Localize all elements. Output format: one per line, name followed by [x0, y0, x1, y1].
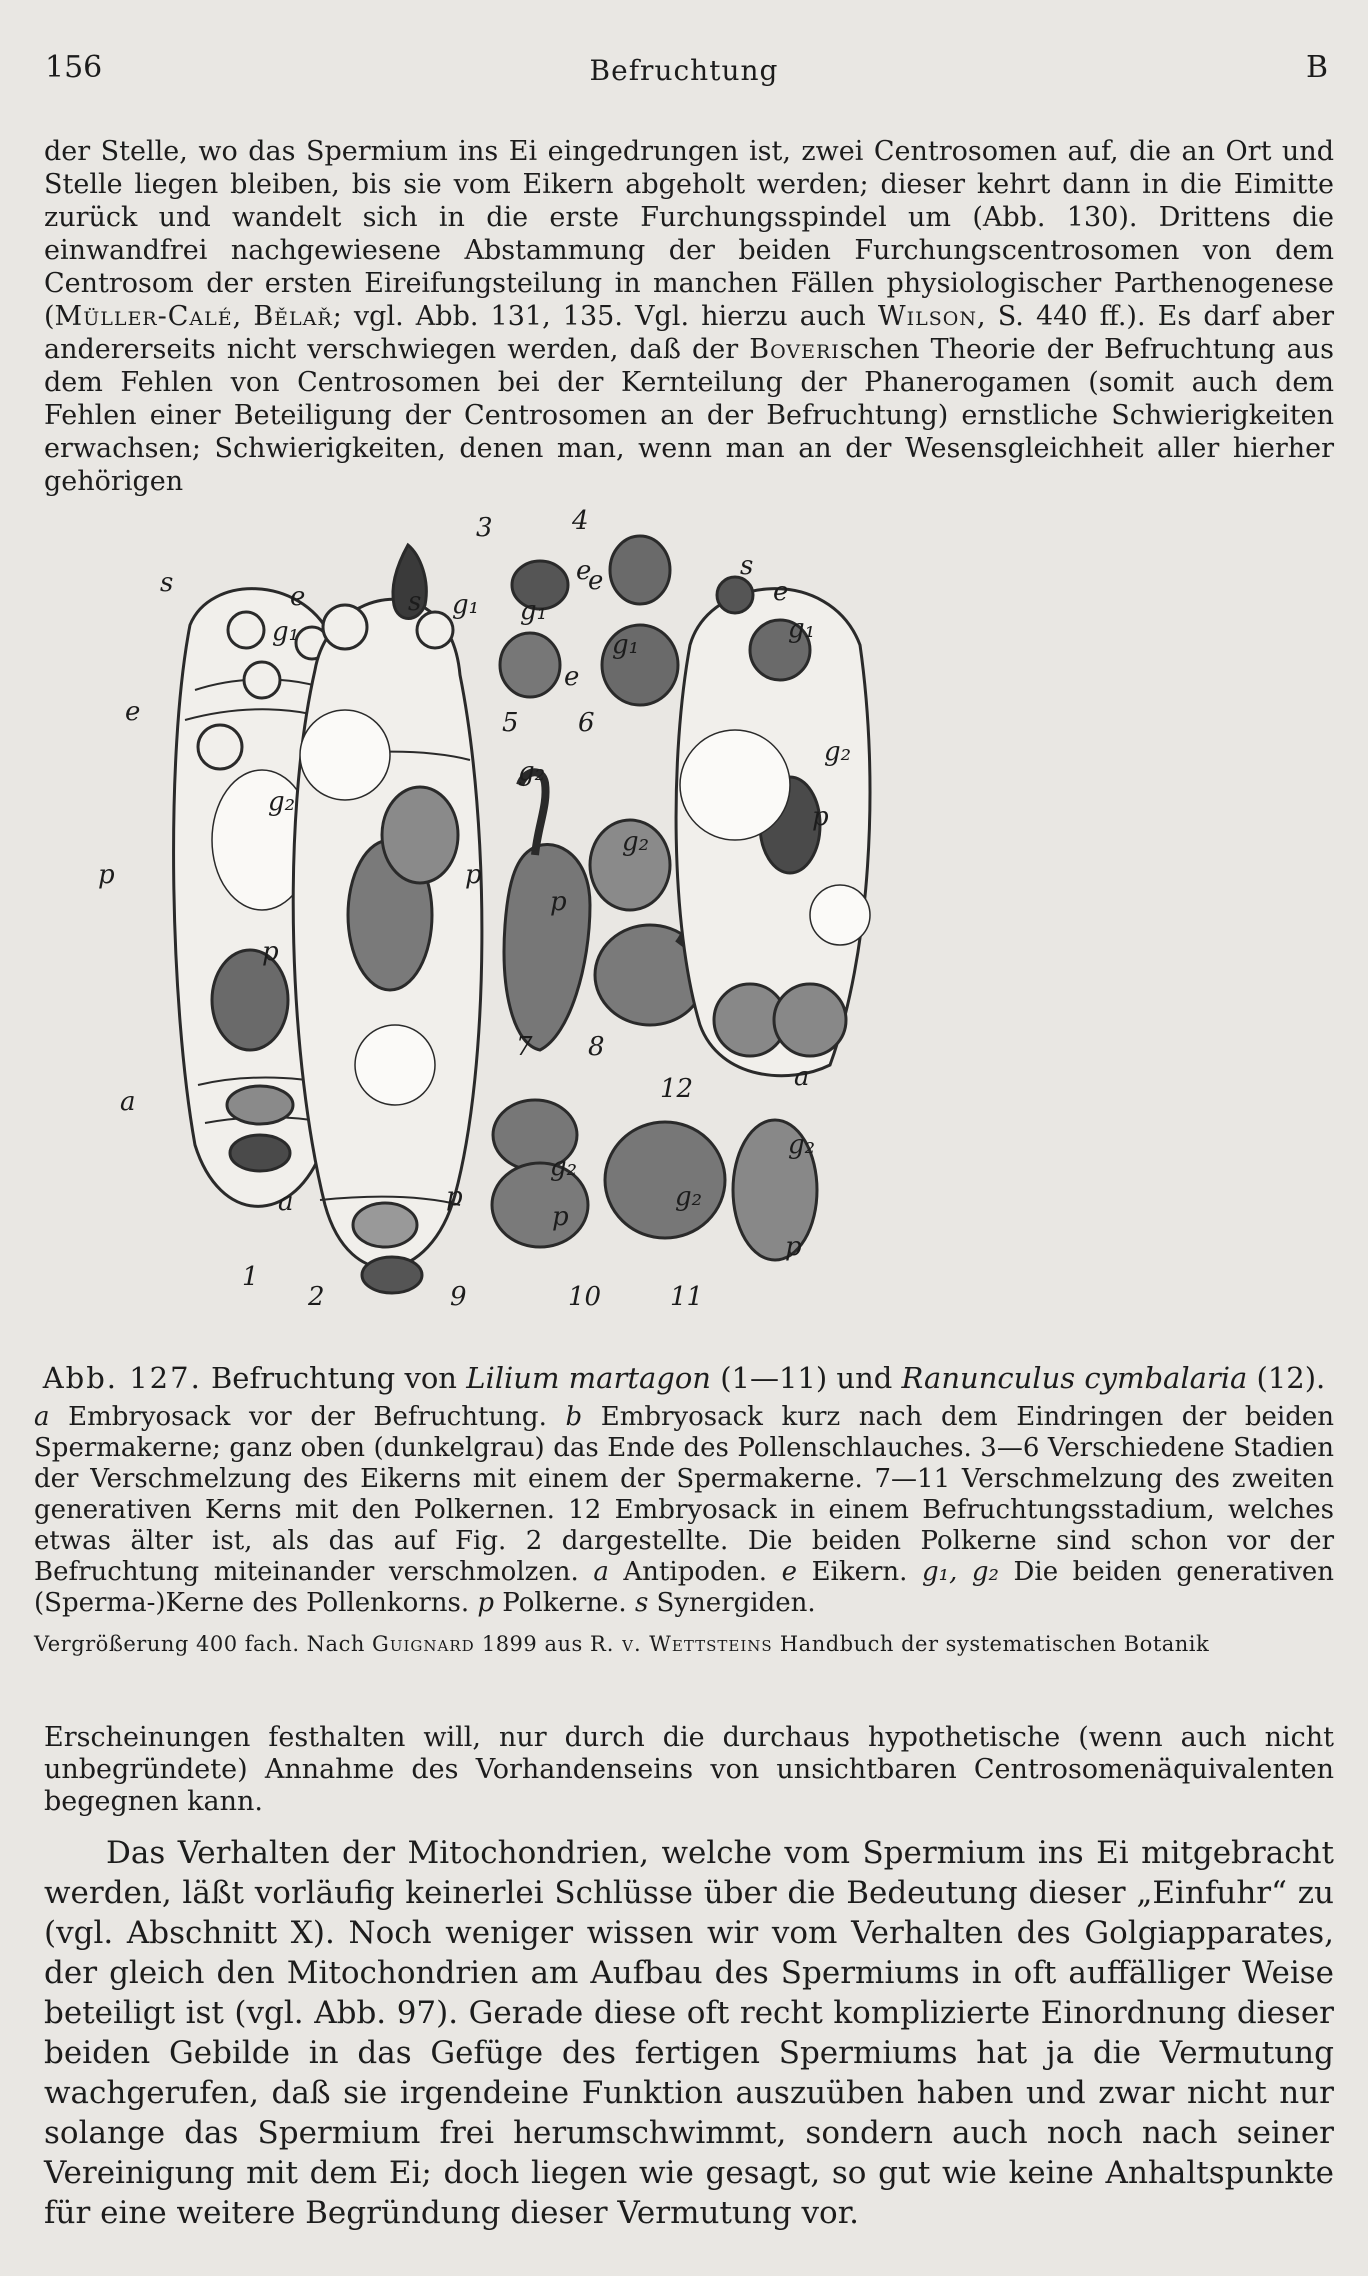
label-a: a [278, 1187, 294, 1217]
text-run: Embryosack vor der Befruchtung. [49, 1402, 566, 1432]
label-g2: g₂ [268, 787, 296, 817]
label-fig12: 12 [660, 1074, 694, 1104]
label-fig8: 8 [588, 1032, 605, 1062]
text-run: Die beiden generativen (Sperma-)Kerne des Pollenkorns. [34, 1557, 1335, 1618]
label-fig7: 7 [516, 1032, 533, 1062]
label-g1: g₁ [520, 596, 548, 626]
label-letter: a [593, 1557, 609, 1587]
page-number: 156 [45, 50, 103, 85]
label-letter: p [477, 1588, 495, 1618]
caption-body [34, 1402, 1334, 1619]
label-letter: e [781, 1557, 797, 1587]
label-s: s [740, 551, 754, 581]
label-e: e [576, 556, 592, 586]
label-fig6: 6 [578, 708, 595, 738]
text-run: , S. 440 ff.). Es darf aber andererseits nicht verschwiegen werden, daß der [44, 301, 1335, 365]
caption-title [34, 1360, 1334, 1396]
middle-paragraph: Erscheinungen festhalten will, nur durch die durchaus hypothetische (wenn auch nicht unbegründete) Annahme des Vorhandenseins von unsichtbaren Centrosomenäquivalenten begegnen kann. [44, 1722, 1334, 1817]
label-fig2: 2 [308, 1282, 325, 1312]
text-run: Befruchtung von [211, 1361, 467, 1395]
text-run: Embryosack kurz nach dem Eindringen der beiden Spermakerne; ganz oben (dunkelgrau) das Ende des Pollenschlauches. 3—6 Verschiedene Stadien der Verschmelzung des Eikerns mit einem der Spermakerne. 7—11 Verschmelzung des zweiten generativen Kerns mit den Polkernen. 12 Embryosack in einem Befruchtungsstadium, welches etwas älter ist, als das auf Fig. 2 dargestellte. Die beiden Polkerne sind schon vor der Befruchtung miteinander verschmolzen. [34, 1402, 1334, 1587]
text-run: schen Theorie der Befruchtung aus dem Fehlen von Centrosomen bei der Kernteilung der Phanerogamen (somit auch dem Fehlen einer Beteiligung der Centrosomen an der Befruchtung) ernstliche Schwierigkeiten erwachsen; Schwierigkeiten, denen man, wenn man an der Wesensgleichheit aller hierher gehörigen [44, 334, 1335, 497]
label-g1: g₁ [612, 630, 640, 660]
label-g1: g₁ [272, 617, 300, 647]
label-e: e [125, 697, 141, 727]
label-fig9: 9 [450, 1282, 467, 1312]
species-name: Lilium martagon [466, 1361, 711, 1395]
label-g2: g₂ [788, 1130, 816, 1160]
bottom-paragraph: Das Verhalten der Mitochondrien, welche vom Spermium ins Ei mitgebracht werden, läßt vorläufig keinerlei Schlüsse über die Bedeutung dieser „Einfuhr“ zu (vgl. Abschnitt X). Noch weniger wissen wir vom Verhalten des Golgiapparates, der gleich den Mitochondrien am Aufbau des Spermiums in oft auffälliger Weise beteiligt ist (vgl. Abb. 97). Gerade diese oft recht komplizierte Einordnung dieser beiden Gebilde in das Gefüge des fertigen Spermiums hat ja die Vermutung wachgerufen, daß sie irgendeine Funktion auszuüben haben und zwar nicht nur solange das Spermium frei herumschwimmt, sondern auch noch nach seiner Vereinigung mit dem Ei; doch liegen wie gesagt, so gut wie keine Anhaltspunkte für eine weitere Begründung dieser Vermutung vor. [44, 1835, 1334, 2231]
text-run: Polkerne. [494, 1588, 635, 1618]
top-paragraph [44, 135, 1334, 498]
label-letter: s [634, 1588, 649, 1618]
label-e: e [290, 582, 306, 612]
text-run: Eikern. [797, 1557, 923, 1587]
section-letter: B [1305, 50, 1328, 85]
species-name: Ranunculus cymbalaria [901, 1361, 1248, 1395]
label-fig11: 11 [670, 1282, 704, 1312]
label-g2: g₂ [550, 1152, 578, 1182]
label-e: e [773, 577, 789, 607]
label-a: a [794, 1062, 810, 1092]
label-e: e [588, 566, 604, 596]
label-s: s [160, 568, 174, 598]
figure-caption [34, 1360, 1334, 1659]
label-letter: b [565, 1402, 583, 1432]
botanical-drawing [98, 505, 1350, 1355]
text-run: Vergrößerung 400 fach. Nach [34, 1632, 373, 1656]
text-run: Synergiden. [648, 1588, 816, 1618]
author-name: Boveri [749, 334, 840, 365]
label-g1: g₁ [788, 614, 816, 644]
text-run: , [232, 301, 254, 332]
figure-illustration [98, 505, 1350, 1355]
label-g2: g₂ [675, 1182, 703, 1212]
text-run: ; vgl. Abb. 131, 135. Vgl. hierzu auch [332, 301, 878, 332]
label-e: e [564, 662, 580, 692]
label-p: p [446, 1182, 463, 1212]
text-run: (1—11) und [710, 1361, 902, 1395]
label-p: p [812, 802, 829, 832]
label-p: p [465, 860, 482, 890]
text-run: 1899 aus [474, 1632, 590, 1656]
label-p: p [552, 1202, 569, 1232]
text-run: (12). [1247, 1361, 1326, 1395]
label-p: p [785, 1232, 802, 1262]
label-p: p [262, 937, 279, 967]
label-fig4: 4 [572, 506, 589, 536]
author-name: R. v. Wettsteins [589, 1632, 773, 1656]
label-fig3: 3 [476, 513, 493, 543]
label-g2: g₂ [824, 737, 852, 767]
author-name: Wilson [877, 301, 978, 332]
label-p: p [98, 860, 115, 890]
text-run: Handbuch der systematischen Botanik [772, 1632, 1210, 1656]
label-letter: g₁, g₂ [922, 1557, 999, 1587]
label-letter: a [34, 1402, 50, 1432]
author-name: Bělař [253, 301, 333, 332]
running-title: Befruchtung [589, 54, 779, 87]
author-name: Müller-Calé [54, 301, 233, 332]
label-g1: g₁ [452, 590, 480, 620]
label-fig5: 5 [502, 708, 519, 738]
label-g2: g₂ [518, 757, 546, 787]
label-g2: g₂ [622, 827, 650, 857]
text-run: der Stelle, wo das Spermium ins Ei eingedrungen ist, zwei Centrosomen auf, die an Ort und Stelle liegen bleiben, bis sie vom Eikern abgeholt werden; dieser kehrt dann in die Eimitte zurück und wandelt sich in die erste Furchungsspindel um (Abb. 130). Drittens die einwandfrei nachgewiesene Abstammung der beiden Furchungscentrosomen von dem Centrosom der ersten Eireifungsteilung in manchen Fällen physiologischer Parthenogenese ( [44, 136, 1334, 332]
label-p: p [550, 887, 567, 917]
figure-number: Abb. 127. [42, 1361, 202, 1395]
label-fig1: 1 [242, 1262, 259, 1292]
label-s: s [408, 587, 422, 617]
author-name: Guignard [372, 1632, 475, 1656]
text-run: Antipoden. [608, 1557, 782, 1587]
label-a: a [120, 1087, 136, 1117]
caption-source [34, 1629, 1334, 1659]
page-header [40, 50, 1328, 100]
label-fig10: 10 [568, 1282, 602, 1312]
